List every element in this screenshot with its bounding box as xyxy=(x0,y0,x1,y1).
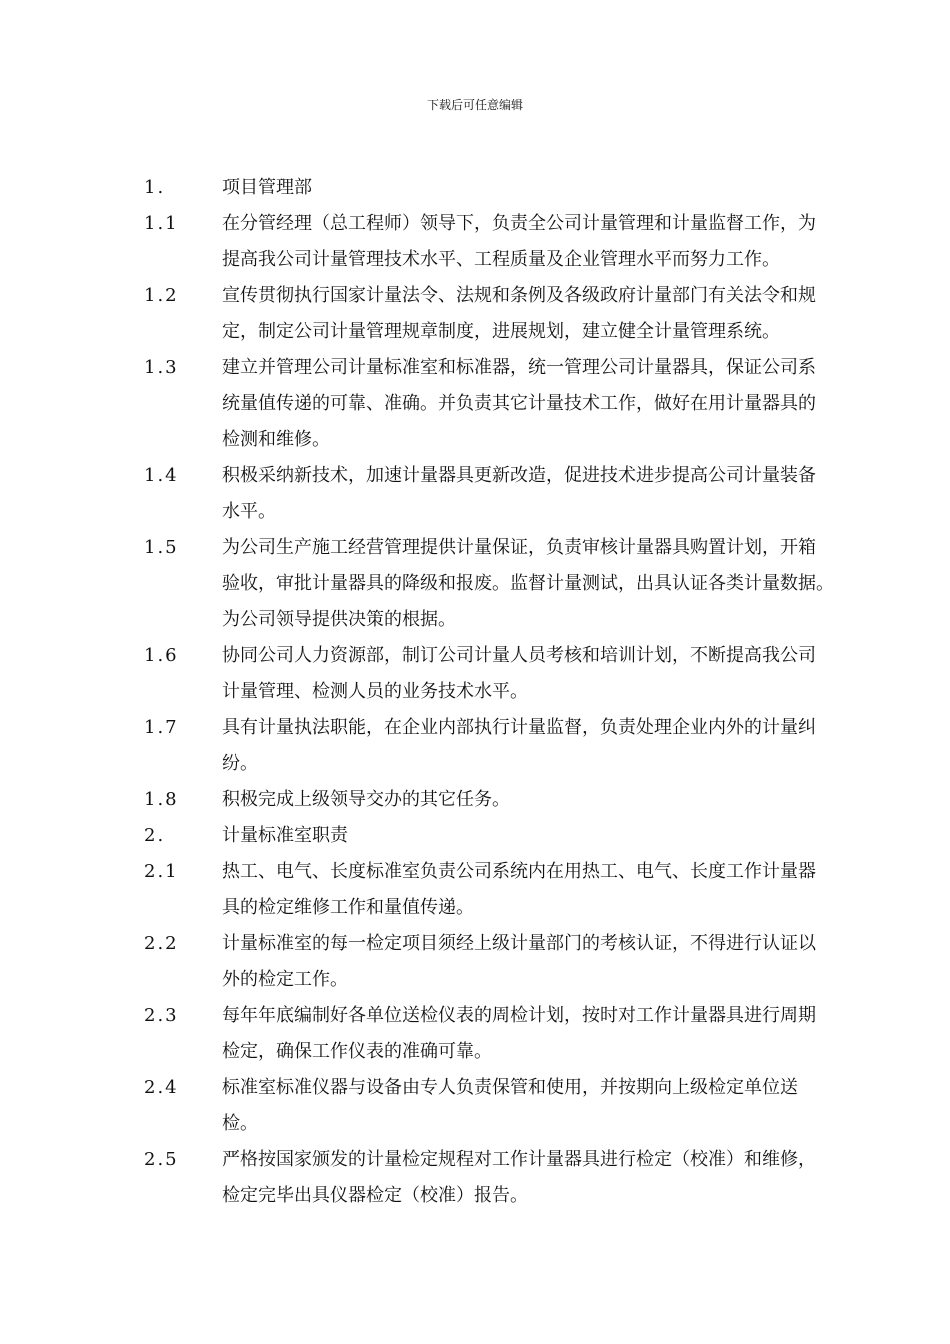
text-line: 严格按国家颁发的计量检定规程对工作计量器具进行检定（校准）和维修， xyxy=(222,1149,816,1170)
section-item xyxy=(144,1142,904,1214)
text-line: 验收，审批计量器具的降级和报废。监督计量测试，出具认证各类计量数据。 xyxy=(222,573,834,594)
section-number: 2.3 xyxy=(144,1005,179,1026)
section-number: 1.5 xyxy=(144,537,179,558)
section-item xyxy=(144,998,904,1070)
text-line: 检定，确保工作仪表的准确可靠。 xyxy=(222,1041,492,1062)
section-number: 1.1 xyxy=(144,213,179,234)
section-text xyxy=(222,854,864,926)
section-item xyxy=(144,170,904,206)
text-line: 为公司领导提供决策的根据。 xyxy=(222,609,456,630)
section-item xyxy=(144,350,904,458)
section-text xyxy=(222,818,864,854)
section-number: 2. xyxy=(144,825,166,846)
section-text xyxy=(222,206,864,278)
text-line: 标准室标准仪器与设备由专人负责保管和使用，并按期向上级检定单位送 xyxy=(222,1077,798,1098)
section-number: 1.3 xyxy=(144,357,179,378)
text-line: 纷。 xyxy=(222,753,258,774)
text-line: 外的检定工作。 xyxy=(222,969,348,990)
section-text xyxy=(222,998,864,1070)
section-text xyxy=(222,530,864,638)
section-number: 1.6 xyxy=(144,645,179,666)
text-line: 水平。 xyxy=(222,501,276,522)
section-item xyxy=(144,638,904,710)
section-text xyxy=(222,1070,864,1142)
text-line: 建立并管理公司计量标准室和标准器，统一管理公司计量器具，保证公司系 xyxy=(222,357,816,378)
section-number: 1.4 xyxy=(144,465,179,486)
text-line: 为公司生产施工经营管理提供计量保证，负责审核计量器具购置计划，开箱 xyxy=(222,537,816,558)
text-line: 计量标准室的每一检定项目须经上级计量部门的考核认证，不得进行认证以 xyxy=(222,933,816,954)
section-number: 1.7 xyxy=(144,717,179,738)
section-item xyxy=(144,1070,904,1142)
text-line: 积极采纳新技术，加速计量器具更新改造，促进技术进步提高公司计量装备 xyxy=(222,465,816,486)
text-line: 检。 xyxy=(222,1113,258,1134)
text-line: 积极完成上级领导交办的其它任务。 xyxy=(222,789,510,810)
section-text xyxy=(222,926,864,998)
section-item xyxy=(144,782,904,818)
section-number: 2.5 xyxy=(144,1149,179,1170)
section-number: 2.1 xyxy=(144,861,179,882)
document-body xyxy=(144,170,904,1214)
text-line: 检测和维修。 xyxy=(222,429,330,450)
section-item xyxy=(144,458,904,530)
text-line: 每年年底编制好各单位送检仪表的周检计划，按时对工作计量器具进行周期 xyxy=(222,1005,816,1026)
text-line: 统量值传递的可靠、准确。并负责其它计量技术工作，做好在用计量器具的 xyxy=(222,393,816,414)
section-text xyxy=(222,458,864,530)
text-line: 检定完毕出具仪器检定（校准）报告。 xyxy=(222,1185,528,1206)
text-line: 在分管经理（总工程师）领导下，负责全公司计量管理和计量监督工作，为 xyxy=(222,213,816,234)
section-item xyxy=(144,530,904,638)
text-line: 提高我公司计量管理技术水平、工程质量及企业管理水平而努力工作。 xyxy=(222,249,780,270)
text-line: 具有计量执法职能，在企业内部执行计量监督，负责处理企业内外的计量纠 xyxy=(222,717,816,738)
text-line: 热工、电气、长度标准室负责公司系统内在用热工、电气、长度工作计量器 xyxy=(222,861,816,882)
section-item xyxy=(144,278,904,350)
page-header: 下载后可任意编辑 xyxy=(426,98,523,112)
section-number: 1.2 xyxy=(144,285,179,306)
text-line: 项目管理部 xyxy=(222,177,312,198)
section-number: 2.4 xyxy=(144,1077,179,1098)
text-line: 计量管理、检测人员的业务技术水平。 xyxy=(222,681,528,702)
section-item xyxy=(144,710,904,782)
section-item xyxy=(144,854,904,926)
text-line: 宣传贯彻执行国家计量法令、法规和条例及各级政府计量部门有关法令和规 xyxy=(222,285,816,306)
section-text xyxy=(222,170,864,206)
section-text xyxy=(222,350,864,458)
section-number: 2.2 xyxy=(144,933,179,954)
text-line: 具的检定维修工作和量值传递。 xyxy=(222,897,474,918)
section-item xyxy=(144,926,904,998)
section-number: 1.8 xyxy=(144,789,179,810)
section-text xyxy=(222,710,864,782)
text-line: 协同公司人力资源部，制订公司计量人员考核和培训计划，不断提高我公司 xyxy=(222,645,816,666)
section-text xyxy=(222,278,864,350)
section-number: 1. xyxy=(144,177,166,198)
text-line: 计量标准室职责 xyxy=(222,825,348,846)
section-text xyxy=(222,1142,864,1214)
section-item xyxy=(144,206,904,278)
section-item xyxy=(144,818,904,854)
section-text xyxy=(222,638,864,710)
text-line: 定，制定公司计量管理规章制度，进展规划，建立健全计量管理系统。 xyxy=(222,321,780,342)
section-text xyxy=(222,782,864,818)
